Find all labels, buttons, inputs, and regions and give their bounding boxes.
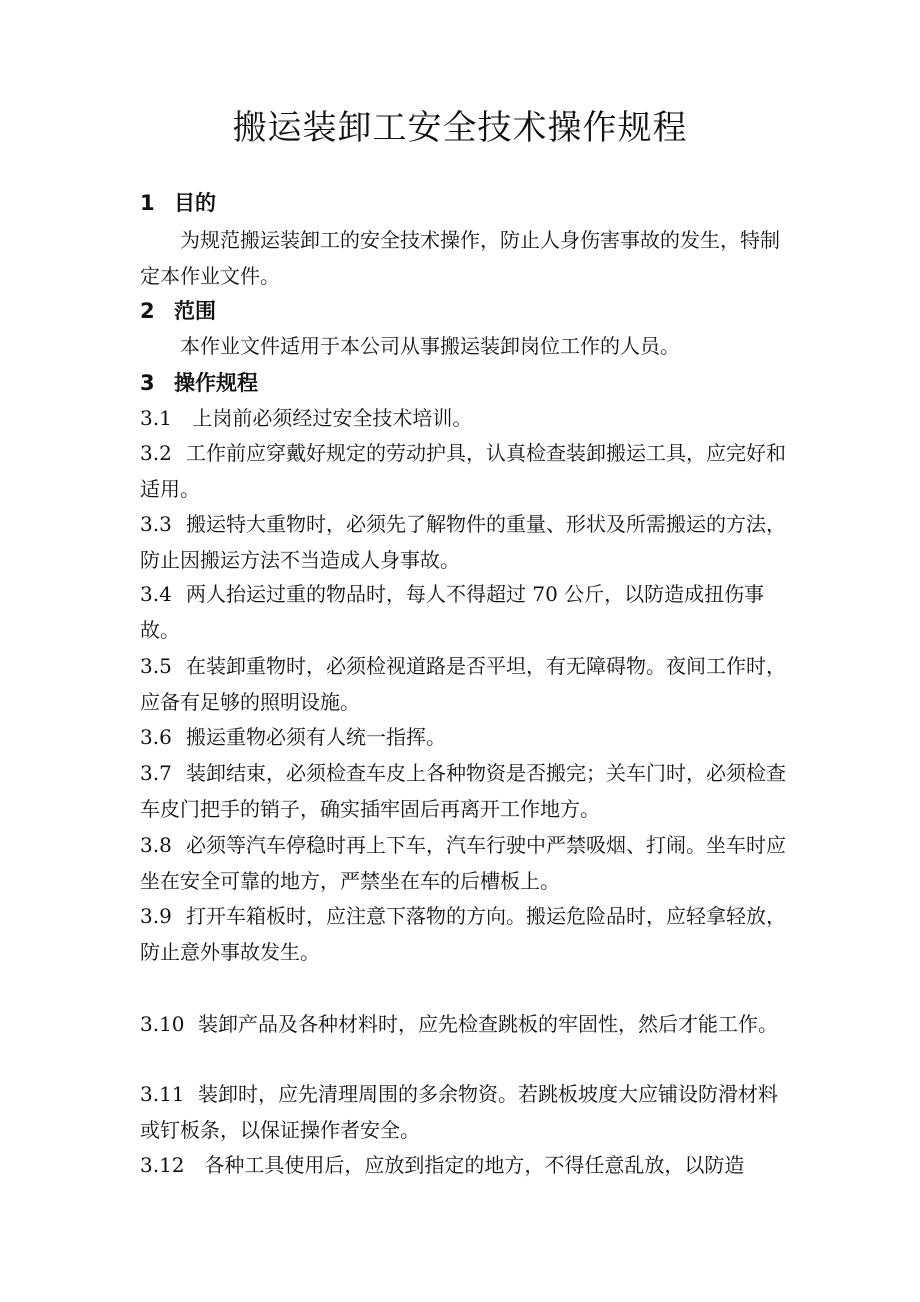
list-item [140,898,788,970]
item-number: 3.8 [140,833,172,857]
section-title: 范围 [174,299,216,323]
section-title: 操作规程 [174,371,258,395]
item-number: 3.3 [140,512,172,536]
section-body-2: 本作业文件适用于本公司从事搬运装卸岗位工作的人员。 [180,334,680,358]
item-text: 装卸结束，必须检查车皮上各种物资是否搬完；关车门时，必须检查车皮门把手的销子，确实插牢固后再离开工作地方。 [140,761,786,821]
item-text: 必须等汽车停稳时再上下车，汽车行驶中严禁吸烟、打闹。坐车时应坐在安全可靠的地方，严禁坐在车的后槽板上。 [140,833,786,893]
list-item [140,1147,788,1183]
item-text: 上岗前必须经过安全技术培训。 [186,406,473,430]
list-item [140,576,788,648]
item-number: 3.1 [140,406,172,430]
list-item [140,648,788,720]
section-heading-3 [140,368,258,398]
item-number: 3.10 [140,1012,185,1036]
list-item [140,1006,788,1042]
item-number: 3.5 [140,654,172,678]
item-text: 装卸时，应先清理周围的多余物资。若跳板坡度大应铺设防滑材料或钉板条，以保证操作者安全。 [140,1082,778,1142]
item-number: 3.7 [140,761,172,785]
list-item [140,827,788,899]
item-number: 3.4 [140,582,172,606]
item-text: 打开车箱板时，应注意下落物的方向。搬运危险品时，应轻拿轻放，防止意外事故发生。 [140,904,786,964]
list-item [140,719,788,755]
section-body-1: 为规范搬运装卸工的安全技术操作，防止人身伤害事故的发生，特制定本作业文件。 [140,228,780,288]
section-heading-2 [140,296,216,326]
section-heading-1 [140,188,216,218]
item-text: 搬运重物必须有人统一指挥。 [186,725,446,749]
item-number: 3.2 [140,441,172,465]
list-item [140,755,788,827]
item-number: 3.11 [140,1082,185,1106]
item-number: 3.9 [140,904,172,928]
item-text: 两人抬运过重的物品时，每人不得超过 70 公斤，以防造成扭伤事故。 [140,582,765,642]
item-text: 在装卸重物时，必须检视道路是否平坦，有无障碍物。夜间工作时，应备有足够的照明设施。 [140,654,786,714]
document-title: 搬运装卸工安全技术操作规程 [232,108,688,148]
section-title: 目的 [174,191,216,215]
item-text: 装卸产品及各种材料时，应先检查跳板的牢固性，然后才能工作。 [198,1012,778,1036]
item-text: 搬运特大重物时，必须先了解物件的重量、形状及所需搬运的方法，防止因搬运方法不当造成人身事故。 [140,512,786,572]
item-number: 3.12 [140,1153,185,1177]
list-item [140,1076,788,1148]
section-number: 3 [140,371,155,395]
list-item [140,400,788,436]
item-text: 工作前应穿戴好规定的劳动护具，认真检查装卸搬运工具，应完好和适用。 [140,441,786,501]
item-number: 3.6 [140,725,172,749]
section-number: 1 [140,191,155,215]
list-item [140,506,788,578]
list-item [140,435,788,507]
item-text: 各种工具使用后，应放到指定的地方，不得任意乱放，以防造 [198,1153,745,1177]
section-number: 2 [140,299,155,323]
